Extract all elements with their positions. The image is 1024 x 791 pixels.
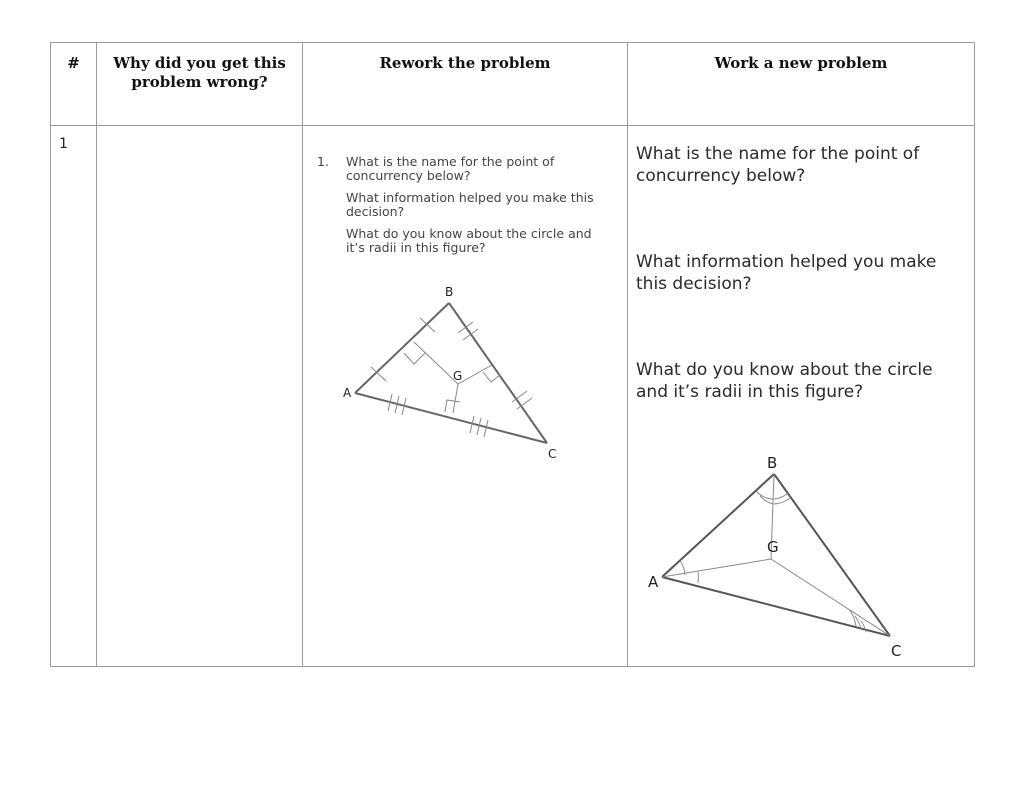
rework-label-b: B — [445, 285, 454, 299]
rework-question-2: What information helped you make this decision? — [346, 190, 594, 219]
rework-label-a: A — [343, 386, 352, 400]
rework-question-1: What is the name for the point of concurrency below? — [346, 154, 555, 183]
new-question-1: What is the name for the point of concurrency below? — [636, 144, 920, 186]
rework-question-3: What do you know about the circle and it’s radii in this figure? — [346, 226, 592, 255]
rework-cell — [303, 126, 628, 667]
header-new-problem: Work a new problem — [628, 43, 975, 126]
new-problem-cell — [628, 126, 975, 667]
rework-item-number: 1. — [317, 154, 329, 169]
header-rework: Rework the problem — [303, 43, 628, 126]
new-label-b: B — [767, 454, 778, 472]
table-row — [51, 126, 975, 667]
rework-label-g: G — [453, 369, 463, 383]
rework-questions — [317, 155, 597, 263]
new-question-2: What information helped you make this decision? — [636, 252, 937, 294]
new-label-g: G — [767, 538, 779, 556]
reflection-table — [50, 42, 975, 667]
new-question-3: What do you know about the circle and it’s radii in this figure? — [636, 360, 933, 402]
why-wrong-cell[interactable] — [97, 126, 303, 667]
rework-triangle-figure — [341, 285, 571, 476]
row-number: 1 — [59, 136, 68, 152]
rework-label-c: C — [548, 447, 557, 461]
header-number: # — [51, 43, 97, 126]
new-label-a: A — [648, 573, 659, 591]
new-triangle-figure — [640, 456, 930, 666]
row-number-cell — [51, 126, 97, 667]
new-label-c: C — [891, 642, 902, 660]
header-row — [51, 43, 975, 126]
header-why-wrong: Why did you get this problem wrong? — [97, 43, 303, 126]
